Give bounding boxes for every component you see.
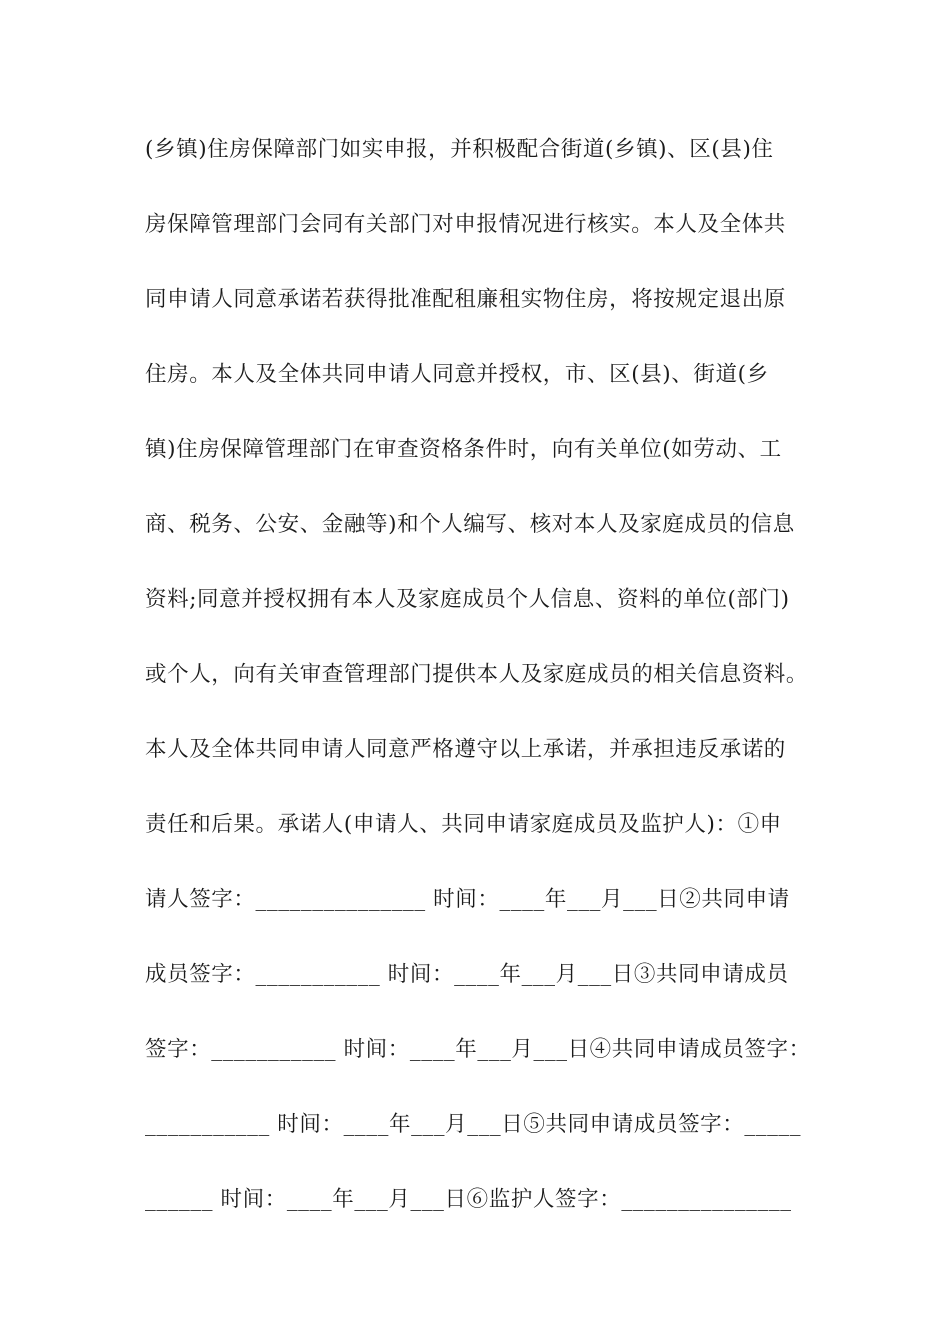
text-line: 或个人，向有关审查管理部门提供本人及家庭成员的相关信息资料。 [145,662,809,687]
text-line: 商、税务、公安、金融等)和个人编写、核对本人及家庭成员的信息 [145,512,795,537]
signature-line: ___________ 时间：____年___月___日⑤共同申请成员签字：_____ [145,1112,802,1137]
signature-line: 成员签字：___________ 时间：____年___月___日③共同申请成员 [145,962,789,987]
document-body [145,130,825,1255]
text-line: 镇)住房保障管理部门在审查资格条件时，向有关单位(如劳动、工 [145,437,782,462]
text-line: (乡镇)住房保障部门如实申报，并积极配合街道(乡镇)、区(县)住 [145,137,774,162]
text-line: 资料;同意并授权拥有本人及家庭成员个人信息、资料的单位(部门) [145,587,790,612]
signature-line: ______ 时间：____年___月___日⑥监护人签字：_______________ [145,1187,792,1212]
text-line: 住房。本人及全体共同申请人同意并授权，市、区(县)、街道(乡 [145,362,769,387]
signature-line: 请人签字：_______________ 时间：____年___月___日②共同申请 [145,887,790,912]
text-line: 房保障管理部门会同有关部门对申报情况进行核实。本人及全体共 [145,212,786,237]
text-line: 同申请人同意承诺若获得批准配租廉租实物住房，将按规定退出原 [145,287,786,312]
text-line: 责任和后果。承诺人(申请人、共同申请家庭成员及监护人)：①申 [145,812,782,837]
signature-line: 签字：___________ 时间：____年___月___日④共同申请成员签字： [145,1037,811,1062]
text-line: 本人及全体共同申请人同意严格遵守以上承诺，并承担违反承诺的 [145,737,786,762]
